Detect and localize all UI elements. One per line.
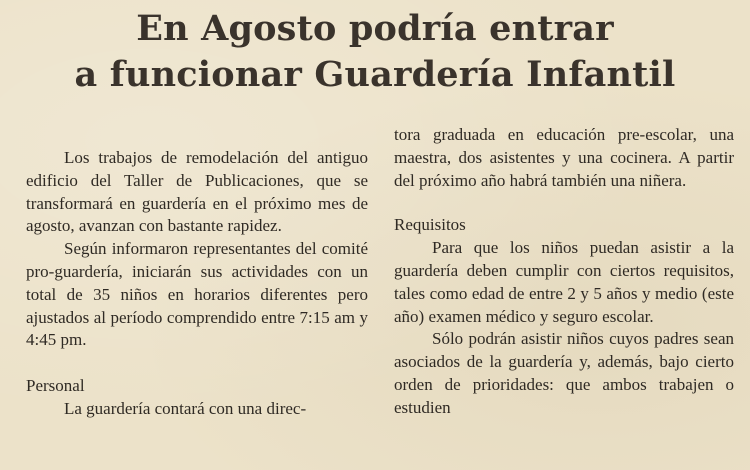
paragraph-remodeling: Los trabajos de remodelación del antiguo edificio del Taller de Publicaciones, que se transformará en guardería en el próximo mes de agosto, avanzan con bastante rapidez.: [26, 148, 368, 236]
subhead-personal: Personal: [26, 376, 85, 396]
right-column: [394, 124, 734, 420]
paragraph-committee: Según informaron representantes del comité pro-guardería, iniciarán sus actividades con un total de 35 niños en horarios diferentes pero ajustados al período comprendido entre 7:15 am y 4:45 pm.: [26, 239, 368, 350]
article-headline: [0, 6, 750, 98]
headline-line-2: a funcionar Guardería Infantil: [74, 54, 676, 95]
headline-line-1: En Agosto podría entrar: [136, 8, 614, 49]
subhead-requisitos: Requisitos: [394, 215, 466, 235]
paragraph-priorities: Sólo podrán asistir niños cuyos padres sean asociados de la guardería y, además, bajo cierto orden de prioridades: que ambos trabajen o estudien: [394, 329, 734, 417]
paragraph-staff-start: La guardería contará con una direc-: [64, 398, 307, 418]
paragraph-staff-continued: tora graduada en educación pre-escolar, una maestra, dos asistentes y una cocinera. A partir del próximo año habrá también una niñera.: [394, 125, 734, 190]
paragraph-requirements: Para que los niños puedan asistir a la guardería deben cumplir con ciertos requisitos, tales como edad de entre 2 y 5 años y medio (este año) examen médico y seguro escolar.: [394, 238, 734, 326]
left-column: [26, 147, 368, 421]
